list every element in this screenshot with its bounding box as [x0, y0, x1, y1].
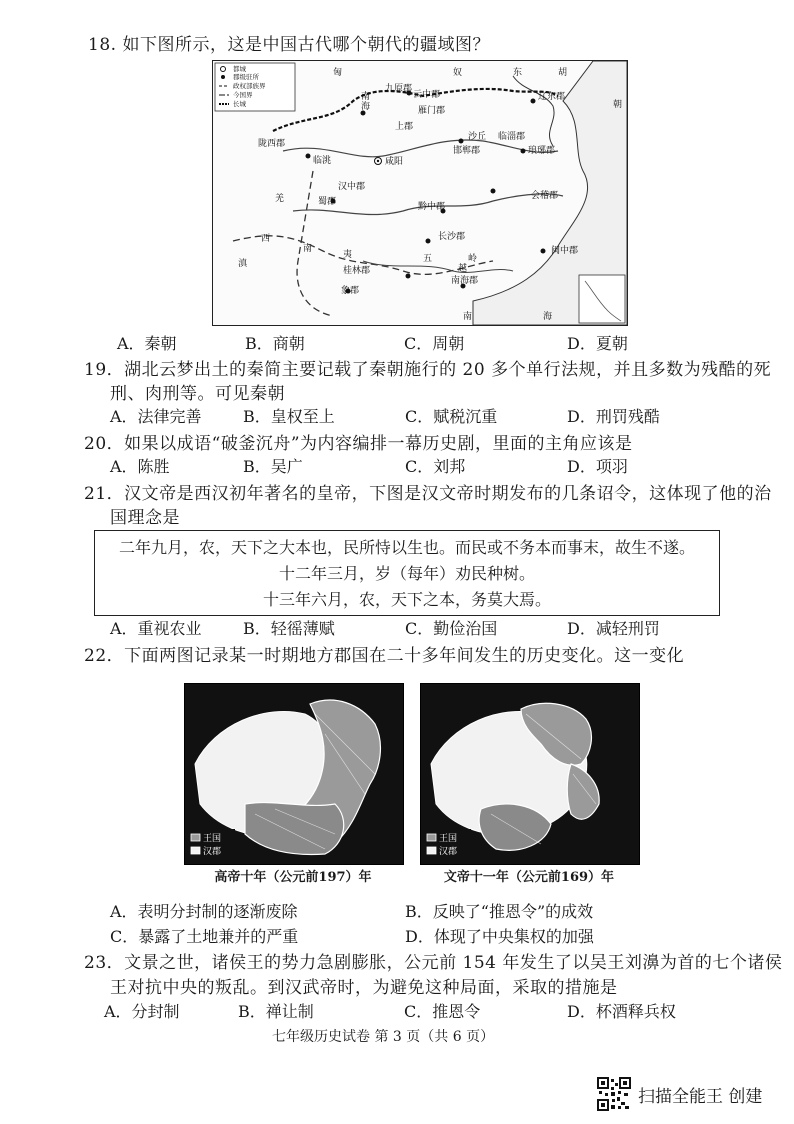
- han-map-197bc-graphic: [185, 684, 403, 864]
- q19-option-b[interactable]: B．皇权至上: [243, 407, 335, 426]
- question-19-stem-line2: 刑、肉刑等。可见秦朝: [110, 384, 285, 404]
- map-label: 五: [423, 254, 433, 264]
- map-label: 黔中郡: [418, 202, 446, 212]
- map-label: 会稽郡: [531, 191, 559, 201]
- q23-option-b[interactable]: B．禅让制: [238, 1002, 314, 1021]
- q20-option-a[interactable]: A．陈胜: [110, 457, 170, 476]
- question-23-stem-line2: 王对抗中央的叛乱。到汉武帝时，为避免这种局面，采取的措施是: [110, 978, 618, 998]
- map-label: 南: [303, 244, 313, 254]
- edict-quote-box: [94, 530, 720, 616]
- map-legend-modern-border: 今国界: [233, 91, 253, 99]
- q22-option-b[interactable]: B．反映了“推恩令”的成效: [405, 902, 594, 921]
- han-map-169bc: [420, 683, 640, 865]
- map-label: 越: [458, 264, 468, 274]
- map-label: 陇西郡: [258, 139, 286, 149]
- page-footer: 七年级历史试卷 第 3 页（共 6 页）: [272, 1029, 495, 1045]
- map-label: 海: [361, 102, 371, 112]
- q23-option-c[interactable]: C．推恩令: [404, 1002, 481, 1021]
- question-18-stem: 18. 如下图所示，这是中国古代哪个朝代的疆域图？: [88, 35, 490, 55]
- question-21-stem: 21．汉文帝是西汉初年著名的皇帝，下图是汉文帝时期发布的几条诏令，这体现了他的治: [84, 484, 772, 504]
- map2-legend-kingdom: 王国: [439, 834, 458, 844]
- map-label: 海: [543, 312, 553, 322]
- map-label: 南海郡: [451, 276, 479, 286]
- map-label: 上郡: [395, 122, 414, 132]
- map-label: 桂林郡: [343, 266, 371, 276]
- map-label: 南: [463, 312, 473, 322]
- map-label: 临洮: [313, 156, 332, 166]
- q18-option-d[interactable]: D．夏朝: [567, 334, 628, 353]
- han-map-197bc: [184, 683, 404, 865]
- map-label: 辽东郡: [538, 92, 566, 102]
- map-label: 羌: [275, 194, 285, 204]
- map-legend-capital: 都城: [233, 65, 246, 73]
- q23-option-d[interactable]: D．杯酒释兵权: [567, 1002, 676, 1021]
- map-label: 朝: [613, 100, 623, 110]
- map2-legend-commandery: 汉郡: [439, 847, 458, 857]
- map1-legend-kingdom: 王国: [203, 834, 222, 844]
- q21-option-b[interactable]: B．轻徭薄赋: [243, 619, 335, 638]
- q19-option-d[interactable]: D．刑罚残酷: [567, 407, 660, 426]
- q23-option-a[interactable]: A．分封制: [104, 1002, 180, 1021]
- question-19-stem: 19．湖北云梦出土的秦简主要记载了秦朝施行的 20 多个单行法规，并且多数为残酷的死: [84, 360, 772, 380]
- q19-option-a[interactable]: A．法律完善: [110, 407, 202, 426]
- question-20-stem: 20．如果以成语“破釜沉舟”为内容编排一幕历史剧，里面的主角应该是: [84, 434, 633, 454]
- q22-option-a[interactable]: A．表明分封制的逐渐废除: [110, 902, 298, 921]
- map-label: 象郡: [341, 286, 360, 296]
- map-legend-boundary: 政权部族界: [233, 82, 266, 90]
- map-label: 九原郡: [385, 84, 413, 94]
- map2-caption: 文帝十一年（公元前169）年: [443, 870, 615, 885]
- map-graphic: [213, 61, 627, 325]
- qr-code-icon: [597, 1077, 631, 1111]
- question-23-stem: 23．文景之世，诸侯王的势力急剧膨胀，公元前 154 年发生了以吴王刘濞为首的七个诸侯: [84, 953, 783, 973]
- map-legend-great-wall: 长城: [233, 100, 246, 108]
- map-label: 匈: [333, 68, 343, 78]
- map-label: 滇: [238, 259, 248, 269]
- map-label: 长沙郡: [438, 232, 466, 242]
- map1-caption: 高帝十年（公元前197）年: [214, 870, 372, 885]
- qin-territory-map: [212, 60, 628, 326]
- q20-option-d[interactable]: D．项羽: [567, 457, 628, 476]
- map-label: 闽中郡: [551, 246, 579, 256]
- map-legend-commandery: 郡级驻所: [233, 73, 259, 81]
- q21-option-a[interactable]: A．重视农业: [110, 619, 202, 638]
- han-map-169bc-graphic: [421, 684, 639, 864]
- q22-option-c[interactable]: C．暴露了土地兼并的严重: [110, 927, 299, 946]
- q20-option-b[interactable]: B．吴广: [243, 457, 303, 476]
- map-label: 岭: [468, 254, 478, 264]
- map-label: 西: [261, 234, 271, 244]
- map1-legend-commandery: 汉郡: [203, 847, 222, 857]
- map-label: 云中郡: [413, 90, 441, 100]
- q18-option-b[interactable]: B．商朝: [245, 334, 305, 353]
- map-label: 汉中郡: [338, 182, 366, 192]
- map-label: 雁门郡: [418, 106, 446, 116]
- q18-option-c[interactable]: C．周朝: [404, 334, 465, 353]
- map-label: 蜀郡: [318, 197, 337, 207]
- question-21-stem-line2: 国理念是: [110, 508, 180, 528]
- map-label: 南: [361, 92, 371, 102]
- map-label: 夷: [343, 250, 353, 260]
- map-label: 邯郸郡: [453, 146, 481, 156]
- q19-option-c[interactable]: C．赋税沉重: [405, 407, 498, 426]
- map-label: 东: [513, 68, 523, 78]
- map-label: 奴: [453, 68, 463, 78]
- map-label: 临淄郡: [498, 132, 526, 142]
- map-label: 琅琊郡: [528, 146, 556, 156]
- q20-option-c[interactable]: C．刘邦: [405, 457, 466, 476]
- q21-option-c[interactable]: C．勤俭治国: [405, 619, 498, 638]
- map-label: 沙丘: [468, 132, 487, 142]
- map-label: 胡: [558, 68, 568, 78]
- q21-option-d[interactable]: D．减轻刑罚: [567, 619, 660, 638]
- edict-quote-line: 十二年三月，岁（每年）劝民种树。: [278, 564, 535, 583]
- q22-option-d[interactable]: D．体现了中央集权的加强: [405, 927, 594, 946]
- question-22-stem: 22．下面两图记录某一时期地方郡国在二十多年间发生的历史变化。这一变化: [84, 646, 685, 666]
- edict-quote-line: 二年九月，农，天下之大本也，民所恃以生也。而民或不务本而事末，故生不遂。: [118, 538, 695, 557]
- scanner-watermark: 扫描全能王 创建: [638, 1087, 763, 1107]
- map-label: 咸阳: [385, 157, 404, 167]
- edict-quote-line: 十三年六月，农，天下之本，务莫大焉。: [262, 590, 551, 609]
- q18-option-a[interactable]: A．秦朝: [117, 334, 177, 353]
